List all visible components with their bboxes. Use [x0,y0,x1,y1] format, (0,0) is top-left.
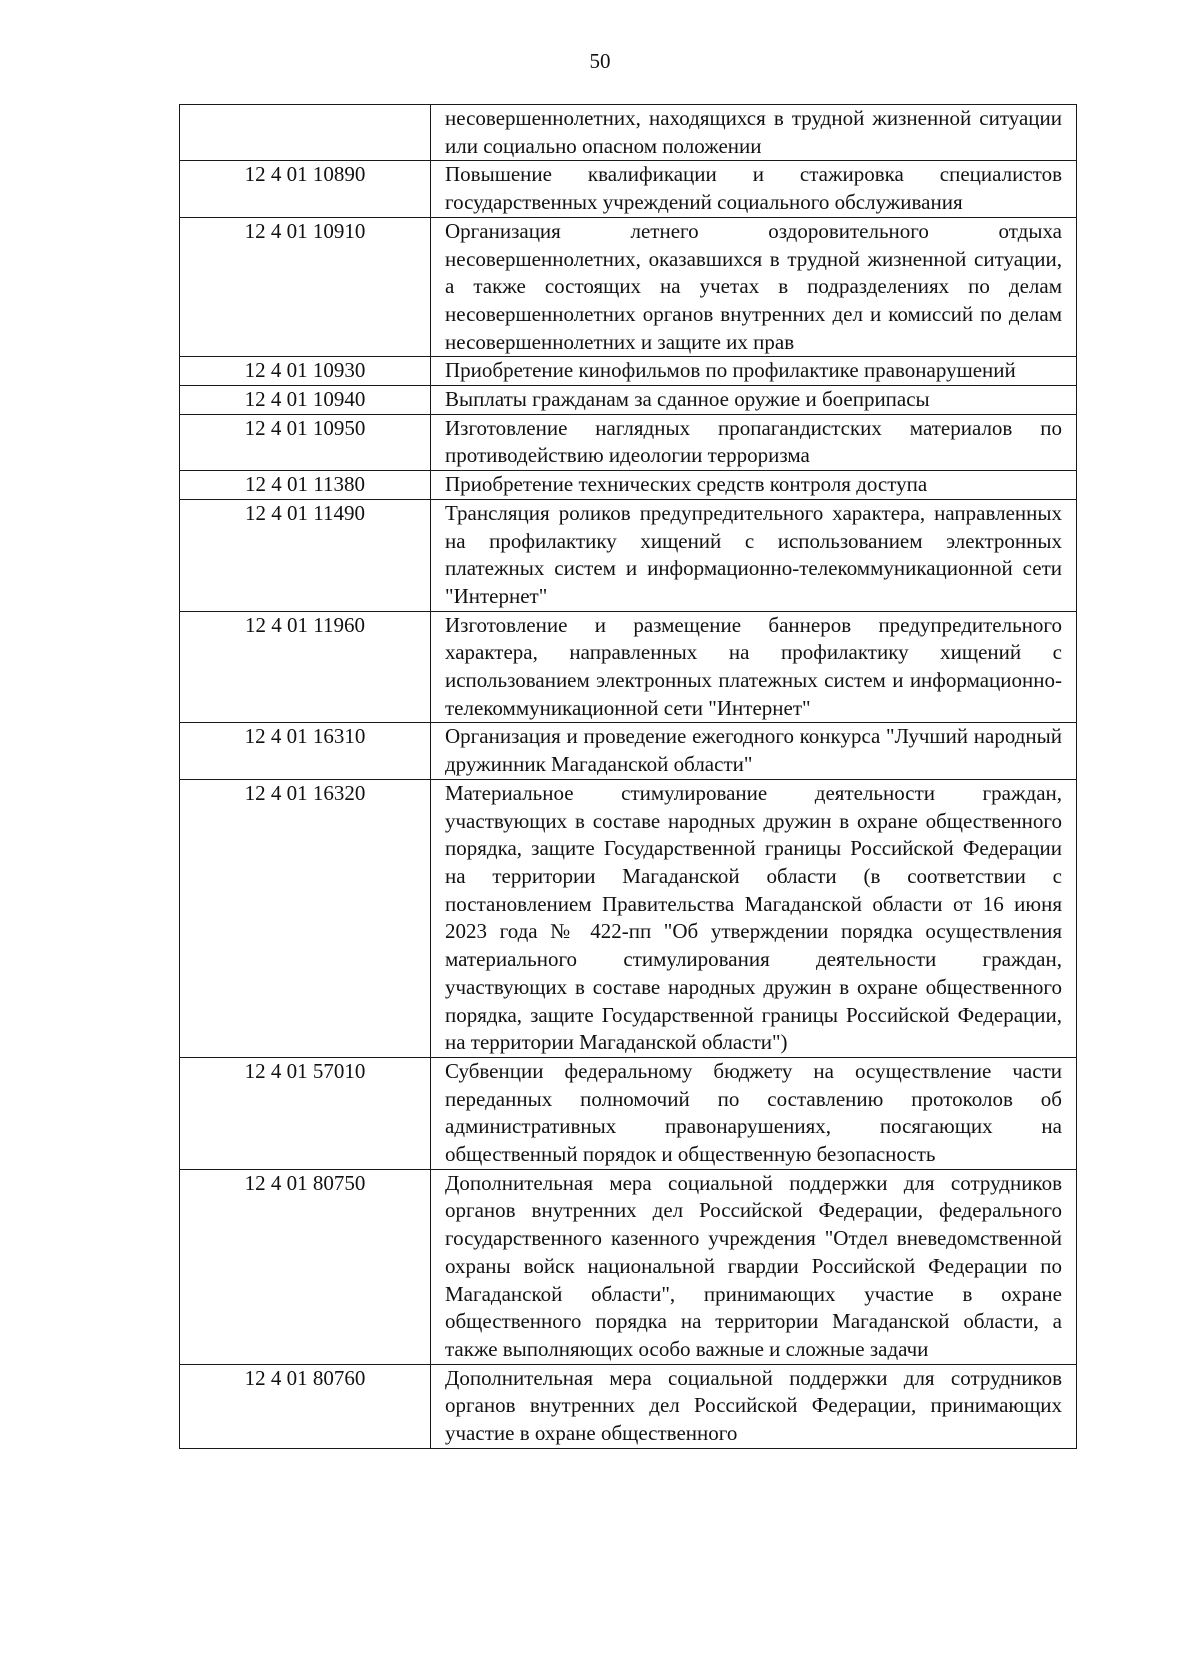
table-row [180,779,1077,1057]
code-cell: 12 4 01 11490 [180,499,431,611]
description-cell: Приобретение кинофильмов по профилактике правонарушений [431,357,1077,386]
description-cell: Трансляция роликов предупредительного характера, направленных на профилактику хищений с использованием электронных платежных систем и информационно-телекоммуникационной сети "Интернет" [431,499,1077,611]
code-cell: 12 4 01 16310 [180,723,431,779]
table-row [180,386,1077,415]
description-cell: Дополнительная мера социальной поддержки для сотрудников органов внутренних дел Российской Федерации, принимающих участие в охране общественного [431,1364,1077,1448]
table-row [180,1169,1077,1364]
description-cell: Изготовление наглядных пропагандистских материалов по противодействию идеологии терроризма [431,414,1077,470]
description-cell: Субвенции федеральному бюджету на осуществление части переданных полномочий по составлению протоколов об административных правонарушениях, посягающих на общественный порядок и общественную безопасность [431,1057,1077,1169]
description-cell: Дополнительная мера социальной поддержки для сотрудников органов внутренних дел Российской Федерации, федерального государственного казенного учреждения "Отдел вневедомственной охраны войск национальной гвардии Российской Федерации по Магаданской области", принимающих участие в охране общественного порядка на территории Магаданской области, а также выполняющих особо важные и сложные задачи [431,1169,1077,1364]
code-cell: 12 4 01 10940 [180,386,431,415]
description-cell: Выплаты гражданам за сданное оружие и боеприпасы [431,386,1077,415]
code-cell: 12 4 01 80750 [180,1169,431,1364]
code-cell [180,105,431,161]
table-row [180,1364,1077,1448]
code-cell: 12 4 01 10930 [180,357,431,386]
code-cell: 12 4 01 10950 [180,414,431,470]
code-cell: 12 4 01 16320 [180,779,431,1057]
table-row [180,499,1077,611]
budget-code-table [179,104,1077,1449]
description-cell: Приобретение технических средств контроля доступа [431,471,1077,500]
table-row [180,217,1077,357]
table-row [180,161,1077,217]
table-row [180,1057,1077,1169]
code-cell: 12 4 01 11960 [180,611,431,723]
table-row [180,105,1077,161]
table-row [180,471,1077,500]
table-row [180,357,1077,386]
code-cell: 12 4 01 11380 [180,471,431,500]
table-row [180,414,1077,470]
code-cell: 12 4 01 57010 [180,1057,431,1169]
table-row [180,611,1077,723]
description-cell: Организация и проведение ежегодного конкурса "Лучший народный дружинник Магаданской области" [431,723,1077,779]
code-cell: 12 4 01 10910 [180,217,431,357]
description-cell: Повышение квалификации и стажировка специалистов государственных учреждений социального обслуживания [431,161,1077,217]
code-cell: 12 4 01 80760 [180,1364,431,1448]
page-number: 50 [589,49,611,73]
table-row [180,723,1077,779]
description-cell: Изготовление и размещение баннеров предупредительного характера, направленных на профилактику хищений с использованием электронных платежных систем и информационно-телекоммуникационной сети "Интернет" [431,611,1077,723]
code-cell: 12 4 01 10890 [180,161,431,217]
description-cell: Материальное стимулирование деятельности граждан, участвующих в составе народных дружин в охране общественного порядка, защите Государственной границы Российской Федерации на территории Магаданской области (в соответствии с постановлением Правительства Магаданской области от 16 июня 2023 года № 422-пп "Об утверждении порядка осуществления материального стимулирования деятельности граждан, участвующих в составе народных дружин в охране общественного порядка, защите Государственной границы Российской Федерации, на территории Магаданской области") [431,779,1077,1057]
description-cell: несовершеннолетних, находящихся в трудной жизненной ситуации или социально опасном положении [431,105,1077,161]
description-cell: Организация летнего оздоровительного отдыха несовершеннолетних, оказавшихся в трудной жизненной ситуации, а также состоящих на учетах в подразделениях по делам несовершеннолетних органов внутренних дел и комиссий по делам несовершеннолетних и защите их прав [431,217,1077,357]
